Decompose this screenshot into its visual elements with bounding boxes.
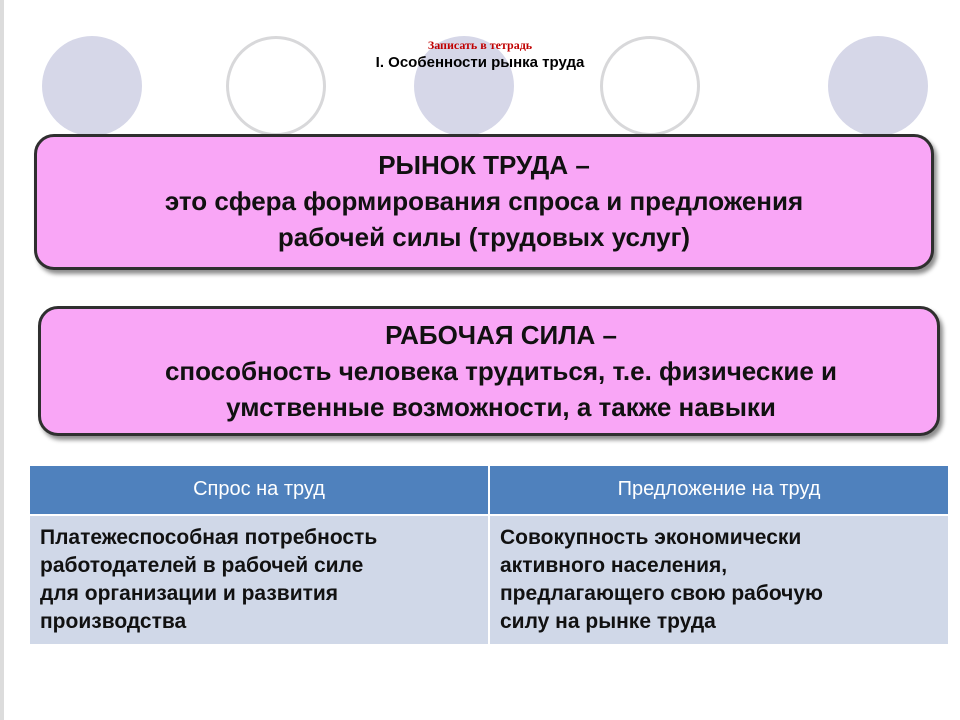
table-header-supply: Предложение на труд bbox=[488, 466, 948, 514]
slide-heading: I. Особенности рынка труда bbox=[375, 54, 585, 71]
definition-labor-force bbox=[38, 306, 940, 436]
definition-term: РЫНОК ТРУДА – bbox=[378, 150, 590, 180]
table-header-demand: Спрос на труд bbox=[30, 466, 488, 514]
cell-text-line: предлагающего свою рабочую bbox=[500, 582, 823, 605]
definition-labor-market bbox=[34, 134, 934, 270]
cell-text-line: работодателей в рабочей силе bbox=[40, 554, 364, 577]
definition-term: РАБОЧАЯ СИЛА – bbox=[385, 320, 617, 350]
definition-text-line: способность человека трудиться, т.е. физические и bbox=[164, 356, 838, 386]
cell-text-line: силу на рынке труда bbox=[500, 610, 716, 633]
labor-supply-demand-table bbox=[30, 466, 948, 644]
table-cell-demand bbox=[30, 514, 488, 644]
table-cell-supply bbox=[488, 514, 948, 644]
definition-text-line: рабочей силы (трудовых услуг) bbox=[277, 222, 691, 252]
cell-text-line: Платежеспособная потребность bbox=[40, 526, 378, 549]
definition-text-line: умственные возможности, а также навыки bbox=[226, 392, 776, 422]
cell-text-line: активного населения, bbox=[500, 554, 728, 577]
cell-text-line: Совокупность экономически bbox=[500, 526, 802, 549]
cell-text-line: производства bbox=[40, 610, 187, 633]
cell-text-line: для организации и развития bbox=[40, 582, 339, 605]
definition-text-line: это сфера формирования спроса и предложения bbox=[164, 186, 804, 216]
notebook-instruction: Записать в тетрадь bbox=[427, 38, 533, 52]
slide-left-edge bbox=[0, 0, 4, 720]
